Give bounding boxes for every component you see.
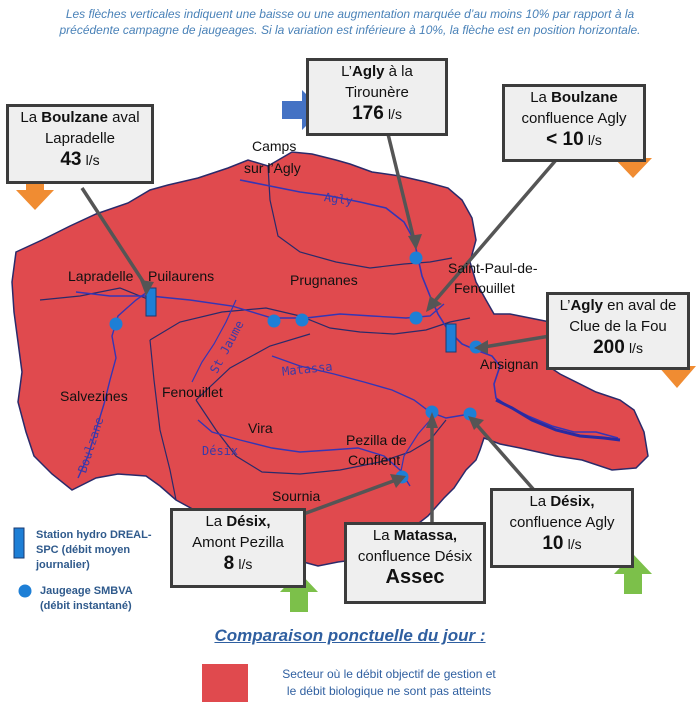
place-st-paul-1: Saint-Paul-de- [448,260,538,276]
station-place: Amont Pezilla [192,534,284,551]
place-st-paul-2: Fenouillet [454,280,515,296]
station-flow-unit: l/s [238,556,253,572]
station-place: Clue de la Fou [569,318,667,335]
place-camps-1: Camps [252,138,297,154]
station-hydro-st-paul [446,324,456,352]
station-flow-unit: l/s [567,536,582,552]
intro-line-2: précédente campagne de jaugeages. Si la variation est inférieure à 10%, la flèche est en position horizontale. [59,23,641,37]
place-pezilla-2: Conflent [348,452,401,468]
sector-legend-text: Secteur où le débit objectif de gestion et le débit biologique ne sont pas atteints [282,667,496,698]
legend-point: Jaugeage SMBVA (débit instantané) [40,585,133,612]
station-flow-value: 8 [223,553,235,574]
place-camps-2: sur l’Agly [244,160,301,176]
station-box-boulzane-lapradelle: La Boulzane aval Lapradelle 43 l/s [6,104,154,184]
station-box-boulzane-confluence: La Boulzane confluence Agly < 10 l/s [502,84,646,162]
place-lapradelle: Lapradelle [68,268,134,284]
station-river-name: Agly [570,297,603,314]
station-box-agly-tirounere: L’Agly à la Tirounère 176 l/s [306,58,448,136]
station-flow-unit: l/s [85,152,100,168]
comparison-title: Comparaison ponctuelle du jour : [214,626,486,645]
station-place: confluence Agly [509,514,615,531]
station-river-name: Matassa, [393,527,458,544]
station-river-name: Agly [351,63,385,80]
station-box-desix-confluence: La Désix, confluence Agly 10 l/s [490,488,634,568]
gauging-point [110,318,123,331]
station-flow-value: < 10 [546,129,584,150]
station-box-desix-amont-pezilla: La Désix, Amont Pezilla 8 l/s [170,508,306,588]
river-label-st-jaume: St Jaume [207,318,247,376]
station-place: confluence Agly [521,110,627,127]
place-salvezines: Salvezines [60,388,128,404]
station-river-name: Désix, [550,493,595,510]
place-pezilla-1: Pezilla de [346,432,407,448]
station-place: Tirounère [345,84,409,101]
legend-station: Station hydro DREAL- SPC (débit moyen journalier) [36,529,152,571]
place-puilaurens: Puilaurens [148,268,215,284]
place-ansignan: Ansignan [480,356,539,372]
place-vira: Vira [248,420,273,436]
station-box-matassa-confluence: La Matassa, confluence Désix Assec [344,522,486,604]
station-flow-value: Assec [385,566,445,588]
place-prugnanes: Prugnanes [290,272,358,288]
station-flow-value: 200 [593,337,625,358]
station-flow-unit: l/s [587,132,602,148]
station-place: Lapradelle [44,130,116,147]
station-box-agly-clue-fou: L’Agly en aval de Clue de la Fou 200 l/s [546,292,690,370]
station-river-name: Désix, [226,513,271,530]
gauging-point [410,252,423,265]
station-place: confluence Désix [357,548,473,565]
station-flow-unit: l/s [628,340,643,356]
station-flow-value: 43 [60,149,82,170]
station-river-name: Boulzane [41,109,108,126]
river-label-boulzane: Boulzane [75,415,107,475]
river-label-matassa: Matassa [281,359,334,379]
intro-line-1: Les flèches verticales indiquent une baisse ou une augmentation marquée d’au moins 10% par rapport à la [65,7,635,21]
station-river-name: Boulzane [551,89,618,106]
station-flow-value: 176 [352,103,384,124]
station-flow-value: 10 [542,533,564,554]
river-label-agly: Agly [323,190,354,208]
place-sournia: Sournia [272,488,321,504]
river-label-desix: Désix [202,444,239,458]
place-fenouillet: Fenouillet [162,384,223,400]
station-flow-unit: l/s [387,106,402,122]
legend-station-symbol [14,528,24,558]
sector-legend-swatch [202,664,248,702]
gauging-point [268,315,281,328]
gauging-point [410,312,423,325]
legend-point-symbol [19,585,32,598]
gauging-point [296,314,309,327]
